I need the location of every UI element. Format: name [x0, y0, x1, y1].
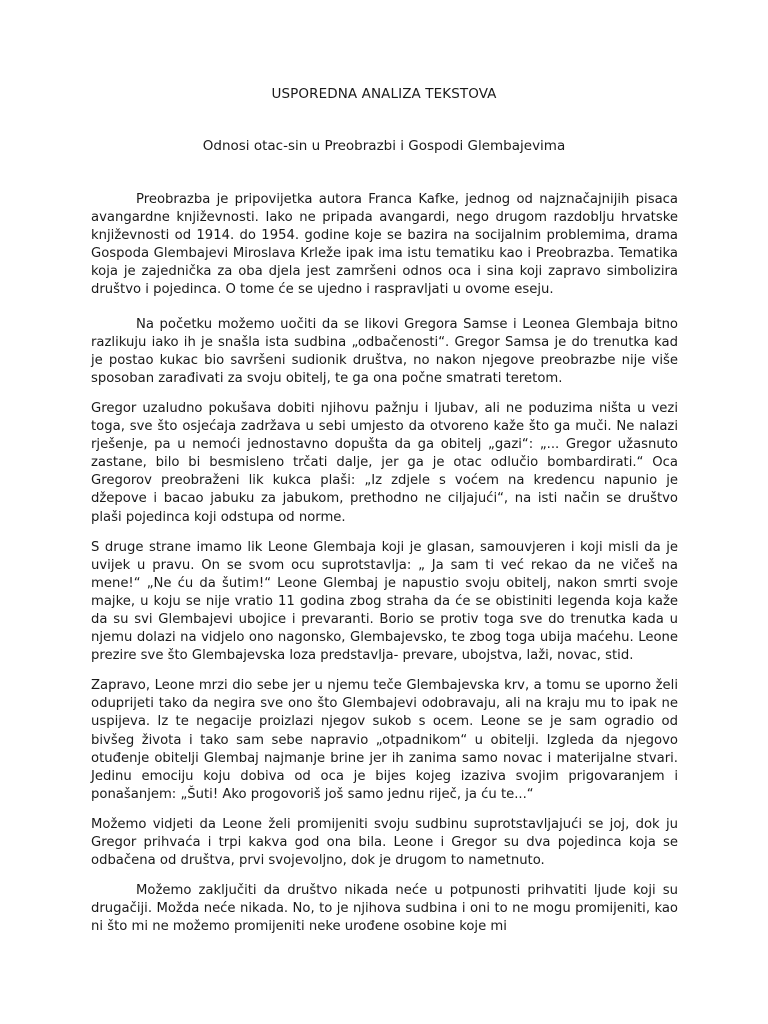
paragraph-leone-conflict: Zapravo, Leone mrzi dio sebe jer u njemu teče Glembajevska krv, a tomu se uporno želi oduprijeti tako da negira sve ono što Glembajevi odobravaju, ali na kraju mu to ipak ne uspijeva. Iz te negacije proizlazi njegov sukob s ocem. Leone se je sam ogradio od bivšeg života i tako sam sebe napravio „otpadnikom“ u obitelji. Izgleda da njegovo otuđenje obitelji Glembaj najmanje brine jer ih zanima samo novac i materijalne stvari. Jedinu emociju koju dobiva od oca je bijes kojeg izaziva svojim prigovaranjem i ponašanjem: „Šuti! Ako progovoriš još samo jednu riječ, ja ću te...“: [91, 678, 678, 802]
document-title: USPOREDNA ANALIZA TEKSTOVA: [271, 86, 497, 102]
paragraph-leone: S druge strane imamo lik Leone Glembaja koji je glasan, samouvjeren i koji misli da je uvijek u pravu. On se svom ocu suprotstavlja: „ Ja sam ti već rekao da ne vičeš na mene!“ „Ne ću da šutim!“ Leone Glembaj je napustio svoju obitelj, nakon smrti svoje majke, u koju se nije vratio 11 godina zbog straha da će se obistiniti legenda koja kaže da su svi Glembajevi ubojice i prevaranti. Borio se protiv toga sve do trenutka kada u njemu dolazi na vidjelo ono nagonsko, Glembajevsko, te zbog toga ubija maćehu. Leone prezire sve što Glembajevska loza predstavlja- prevare, ubojstva, laži, novac, stid.: [91, 539, 678, 664]
paragraph-characters: Na početku možemo uočiti da se likovi Gregora Samse i Leonea Glembaja bitno razlikuju iako ih je snašla ista sudbina „odbačenosti“. Gregor Samsa je do trenutka kad je postao kukac bio savršeni sudionik društva, no nakon njegove preobrazbe nije više sposoban zarađivati za svoju obitelj, te ga ona počne smatrati teretom.: [91, 316, 678, 386]
paragraph-comparison: Možemo vidjeti da Leone želi promijeniti svoju sudbinu suprotstavljajući se joj, dok ju Gregor prihvaća i trpi kakva god ona bila. Leone i Gregor su dva pojedinca koja se odbačena od društva, prvi svojevoljno, dok je drugom to nametnuto.: [91, 816, 678, 869]
document-subtitle: Odnosi otac-sin u Preobrazbi i Gospodi Glembajevima: [202, 138, 566, 154]
essay-body: [91, 191, 678, 936]
paragraph-conclusion: Možemo zaključiti da društvo nikada neće u potpunosti prihvatiti ljude koji su drugačiji. Možda neće nikada. No, to je njihova sudbina i oni to ne mogu promijeniti, kao ni što mi ne možemo promijeniti neke urođene osobine koje mi: [91, 883, 678, 935]
paragraph-intro: Preobrazba je pripovijetka autora Franca Kafke, jednog od najznačajnijih pisaca avangardne književnosti. Iako ne pripada avangardi, nego drugom razdoblju hrvatske književnosti od 1914. do 1954. godine koje se bazira na socijalnim problemima, drama Gospoda Glembajevi Miroslava Krleže ipak ima istu tematiku kao i Preobrazba. Tematika koja je zajednička za oba djela jest zamršeni odnos oca i sina koji zapravo simbolizira društvo i pojedinca. O tome će se ujedno i raspravljati u ovome eseju.: [91, 192, 678, 298]
paragraph-gregor: Gregor uzaludno pokušava dobiti njihovu pažnju i ljubav, ali ne poduzima ništa u vezi toga, sve što osjećaja zadržava u sebi umjesto da otvoreno kaže što ga muči. Ne nalazi rješenje, pa u nemoći jednostavno dopušta da ga obitelj „gazi“: „... Gregor užasnuto zastane, bilo bi besmisleno trčati dalje, jer ga je otac odlučio bombardirati.“ Oca Gregorov preobraženi lik kukca plaši: „Iz zdjele s voćem na kredencu napunio je džepove i bacao jabuku za jabukom, prethodno ne ciljajući“, na isti način se društvo plaši pojedinca koji odstupa od norme.: [91, 400, 678, 525]
